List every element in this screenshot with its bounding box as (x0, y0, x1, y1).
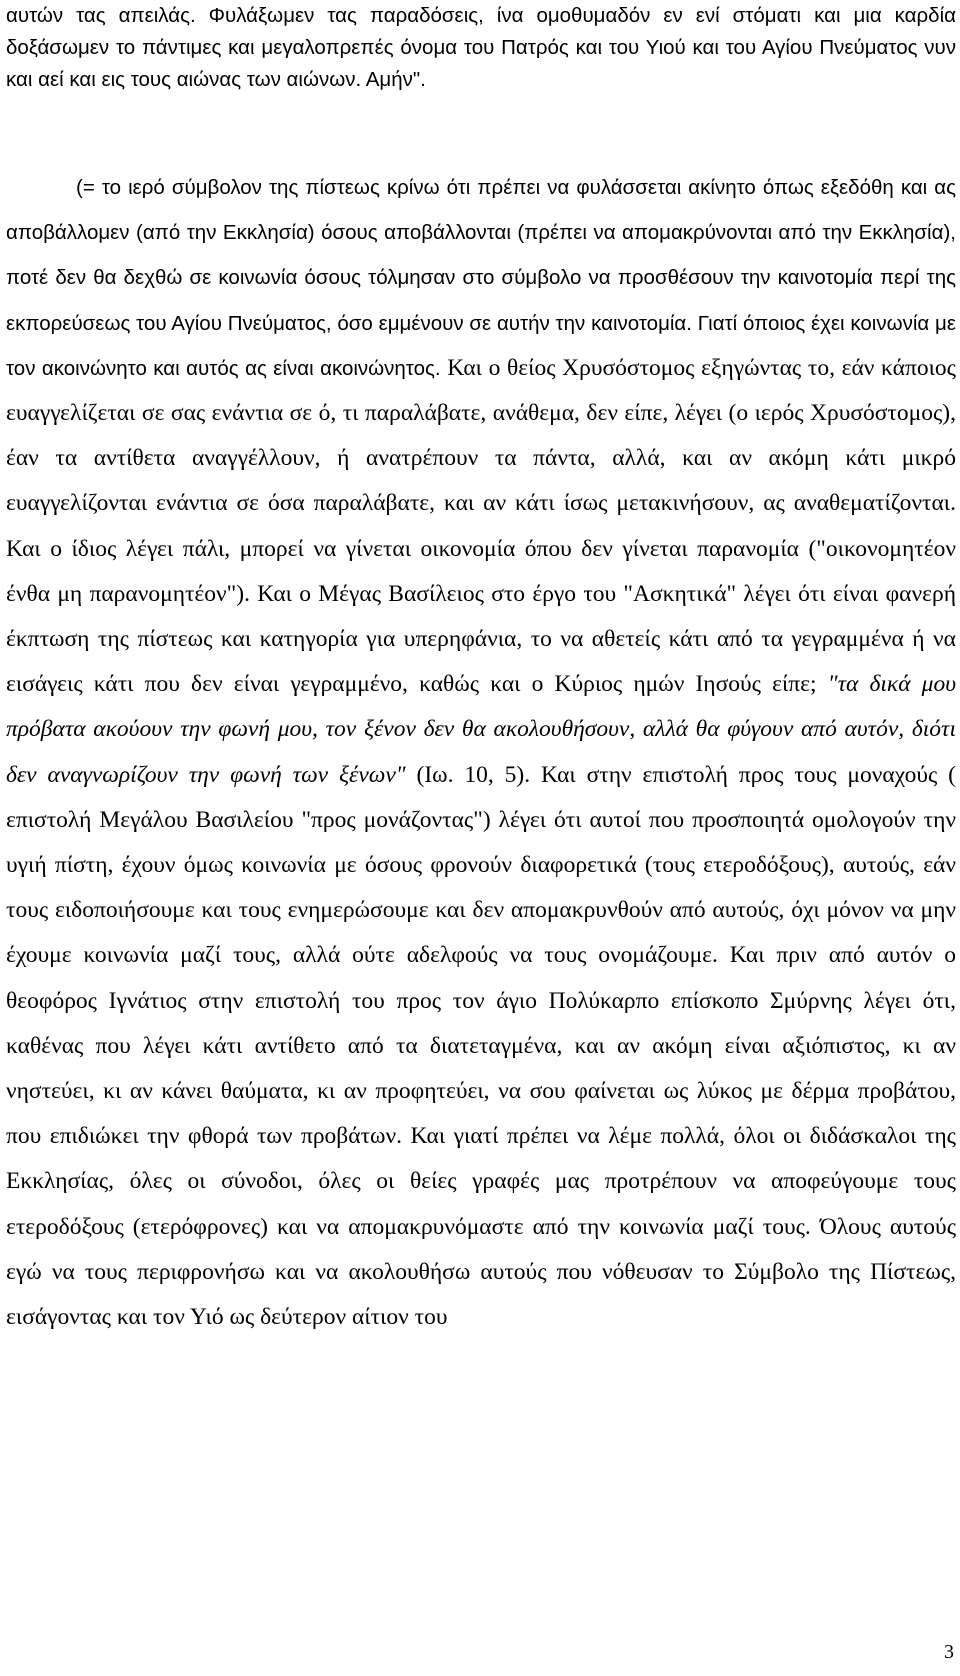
paragraph-2 (6, 165, 956, 1340)
scripture-quote: "τα δικά μου πρόβατα ακούουν την φωνή μου, τον ξένον δεν θα ακολουθήσουν, αλλά θα φύγουν από αυτόν, διότι δεν αναγνωρίζουν την φωνή των ξένων" (6, 671, 957, 788)
paragraph-1-text: αυτών τας απειλάς. Φυλάξωμεν τας παραδόσεις, ίνα ομοθυμαδόν εν ενί στόματι και μια καρδία δοξάσωμεν το πάντιμες και μεγαλοπρεπές όνομα του Πατρός και του Υιού και του Αγίου Πνεύματος νυν και αεί και εις τους αιώνας των αιώνων. Αμήν". (6, 4, 956, 91)
paragraph-2-opening: (= το ιερό σύμβολον της πίστεως κρίνω ότι πρέπει να φυλάσσεται ακίνητο όπως εξεδόθη και ας αποβάλλομεν (από την Εκκλησία) όσους αποβάλλονται (πρέπει να απομακρύνονται από την Εκκλησία), ποτέ δεν θα δεχθώ σε κοινωνία όσους τόλμησαν στο σύμβολο να προσθέσουν την καινοτομία περί της εκπορεύσεως του Αγίου Πνεύματος, όσο εμμένουν σε αυτήν την καινοτομία. Γιατί όποιος έχει κοινωνία με τον ακοινώνητο και αυτός ας είναι ακοινώνητος. (6, 176, 956, 380)
page-number: 3 (944, 1641, 954, 1663)
paragraph-1 (6, 0, 956, 96)
paragraph-2-body-2: (Ιω. 10, 5). Και στην επιστολή προς τους μοναχούς ( επιστολή Μεγάλου Βασιλείου "προς μονάζοντας") λέγει ότι αυτοί που προσποιητά ομολογούν την υγιή πίστη, έχουν όμως κοινωνία με όσους φρονούν διαφορετικά (τους ετεροδόξους), αυτούς, εάν τους ειδοποιήσουμε και τους ενημερώσουμε και δεν απομακρυνθούν από αυτούς, όχι μόνον να μην έχουμε κοινωνία μαζί τους, αλλά ούτε αδελφούς να τους ονομάζουμε. Και πριν από αυτόν ο θεοφόρος Ιγνάτιος στην επιστολή του προς τον άγιο Πολύκαρπο επίσκοπο Σμύρνης λέγει ότι, καθένας που λέγει κάτι αντίθετο από τα διατεταγμένα, και αν ακόμη είναι αξιόπιστος, κι αν νηστεύει, κι αν κάνει θαύματα, κι αν προφητεύει, να σου φαίνεται ως λύκος με δέρμα προβάτου, που επιδιώκει την φθορά των προβάτων. Και γιατί πρέπει να λέμε πολλά, όλοι οι διδάσκαλοι της Εκκλησίας, όλες οι σύνοδοι, όλες οι θείες γραφές μας προτρέπουν να αποφεύγουμε τους ετεροδόξους (ετερόφρονες) και να απομακρυνόμαστε από την κοινωνία μαζί τους. Όλους αυτούς εγώ να τους περιφρονήσω και να ακολουθήσω αυτούς που νόθευσαν το Σύμβολο της Πίστεως, εισάγοντας και τον Υιό ως δεύτερον αίτιον του (6, 761, 956, 1331)
paragraph-2-body-1: Και ο θείος Χρυσόστομος εξηγώντας το, εάν κάποιος ευαγγελίζεται σε σας ενάντια σε ό, τι παραλάβατε, ανάθεμα, δεν είπε, λέγει (ο ιερός Χρυσόστομος), έαν τα αντίθετα αναγγέλλουν, ή ανατρέπουν τα πάντα, αλλά, και αν ακόμη κάτι μικρό ευαγγελίζονται ενάντια σε όσα παραλάβατε, και αν κάτι ίσως μετακινήσουν, ας αναθεματίζονται. Και ο ίδιος λέγει πάλι, μπορεί να γίνεται οικονομία όπου δεν γίνεται παρανομία ("οικονομητέον ένθα μη παρανομητέον"). Και ο Μέγας Βασίλειος στο έργο του "Ασκητικά" λέγει ότι είναι φανερή έκπτωση της πίστεως και κατηγορία για υπερηφάνια, το να αθετείς κάτι από τα γεγραμμένα ή να εισάγεις κάτι που δεν είναι γεγραμμένο, καθώς και ο Κύριος ημών Ιησούς είπε; (6, 354, 956, 698)
